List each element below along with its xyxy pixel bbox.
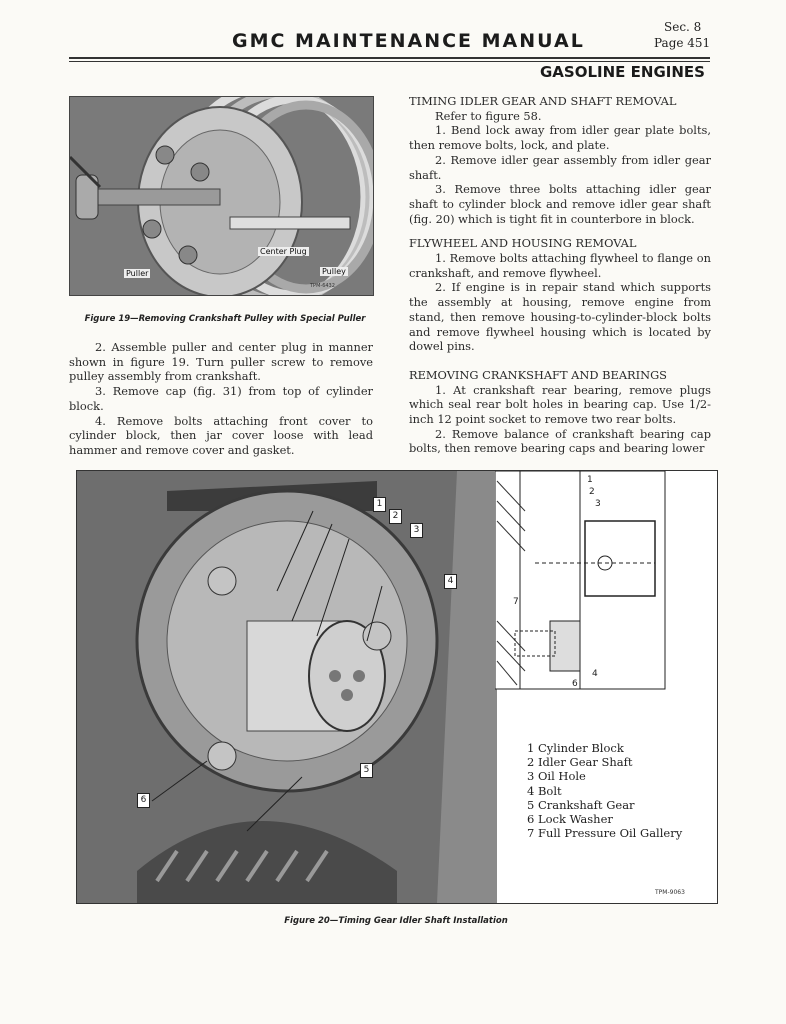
- center-plug-label: Center Plug: [260, 247, 307, 256]
- puller-label: Puller: [126, 269, 149, 278]
- flywheel-step-2: 2. If engine is in repair stand which supports the assembly at housing, remove engine from stand, then remove housing-to-cylinder-block bolts and remove flywheel housing which is located by dowel pins.: [409, 280, 711, 354]
- heading-flywheel: FLYWHEEL AND HOUSING REMOVAL: [409, 236, 637, 251]
- header-rule-thin: [69, 61, 710, 62]
- left-paragraph-1: 2. Assemble puller and center plug in manner shown in figure 19. Turn puller screw to remove pulley assembly from crankshaft.: [69, 340, 373, 384]
- figure-20-code: TPM-9063: [655, 889, 685, 896]
- crankshaft-step-1: 1. At crankshaft rear bearing, remove plugs which seal rear bolt holes in bearing cap. Use 1/2-inch 12 point socket to remove two rear bolts.: [409, 382, 711, 427]
- figure-19-caption: Figure 19—Removing Crankshaft Pulley with Special Puller: [84, 314, 366, 324]
- callout-6: 6: [137, 793, 150, 808]
- pulley-label: Pulley: [322, 267, 346, 276]
- idler-step-3: 3. Remove three bolts attaching idler gear shaft to cylinder block and remove idler gear shaft (fig. 20) which is tight fit in counterbore in block.: [409, 182, 711, 226]
- idler-step-1: 1. Bend lock away from idler gear plate bolts, then remove bolts, lock, and plate.: [409, 123, 711, 153]
- legend-item: 6 Lock Washer: [527, 812, 613, 827]
- diagram-num-2: 2: [589, 487, 595, 497]
- legend-item: 1 Cylinder Block: [527, 741, 624, 755]
- idler-refer: Refer to figure 58.: [435, 108, 542, 123]
- legend-item: 7 Full Pressure Oil Gallery: [527, 826, 683, 841]
- legend-item: 2 Idler Gear Shaft: [527, 755, 633, 770]
- left-column-text: [69, 340, 373, 458]
- diagram-num-7: 7: [513, 597, 519, 607]
- diagram-num-1: 1: [587, 475, 593, 485]
- diagram-num-4: 4: [592, 669, 598, 679]
- flywheel-step-1: 1. Remove bolts attaching flywheel to flange on crankshaft, and remove flywheel.: [409, 251, 711, 280]
- cross-section-diagram: [495, 471, 717, 691]
- idler-step-2: 2. Remove idler gear assembly from idler gear shaft.: [409, 152, 711, 182]
- callout-4: 4: [444, 574, 457, 589]
- callout-1: 1: [373, 497, 386, 512]
- figure-19-photo: [69, 96, 374, 296]
- section-number: Sec. 8: [664, 20, 702, 34]
- manual-title: GMC MAINTENANCE MANUAL: [232, 30, 585, 52]
- left-paragraph-2: 3. Remove cap (fig. 31) from top of cylinder block.: [69, 384, 373, 413]
- header-rule: [69, 57, 710, 59]
- section-title: GASOLINE ENGINES: [540, 63, 705, 81]
- figure-19-code: TPM-6432: [310, 283, 335, 289]
- crankshaft-step-2: 2. Remove balance of crankshaft bearing cap bolts, then remove bearing caps and bearing lower: [409, 426, 711, 456]
- pulley-illustration: [70, 97, 373, 295]
- legend-item: 5 Crankshaft Gear: [527, 797, 635, 812]
- right-column-text: [409, 94, 711, 456]
- callout-2: 2: [389, 509, 402, 524]
- figure-20-caption: Figure 20—Timing Gear Idler Shaft Installation: [284, 916, 508, 926]
- legend-item: 4 Bolt: [527, 783, 562, 798]
- page-number: Page 451: [654, 36, 711, 50]
- diagram-num-6: 6: [572, 679, 578, 689]
- left-paragraph-3: 4. Remove bolts attaching front cover to cylinder block, then jar cover loose with lead hammer and remove cover and gasket.: [69, 413, 373, 457]
- idler-shaft-photo: [77, 471, 497, 903]
- callout-3: 3: [410, 523, 423, 538]
- heading-idler-gear: TIMING IDLER GEAR AND SHAFT REMOVAL: [409, 94, 677, 108]
- legend-item: 3 Oil Hole: [527, 769, 586, 784]
- diagram-num-3: 3: [595, 499, 601, 509]
- heading-crankshaft: REMOVING CRANKSHAFT AND BEARINGS: [409, 367, 667, 382]
- callout-5: 5: [360, 763, 373, 778]
- figure-20-legend: [527, 741, 682, 840]
- figure-20-frame: [76, 470, 718, 904]
